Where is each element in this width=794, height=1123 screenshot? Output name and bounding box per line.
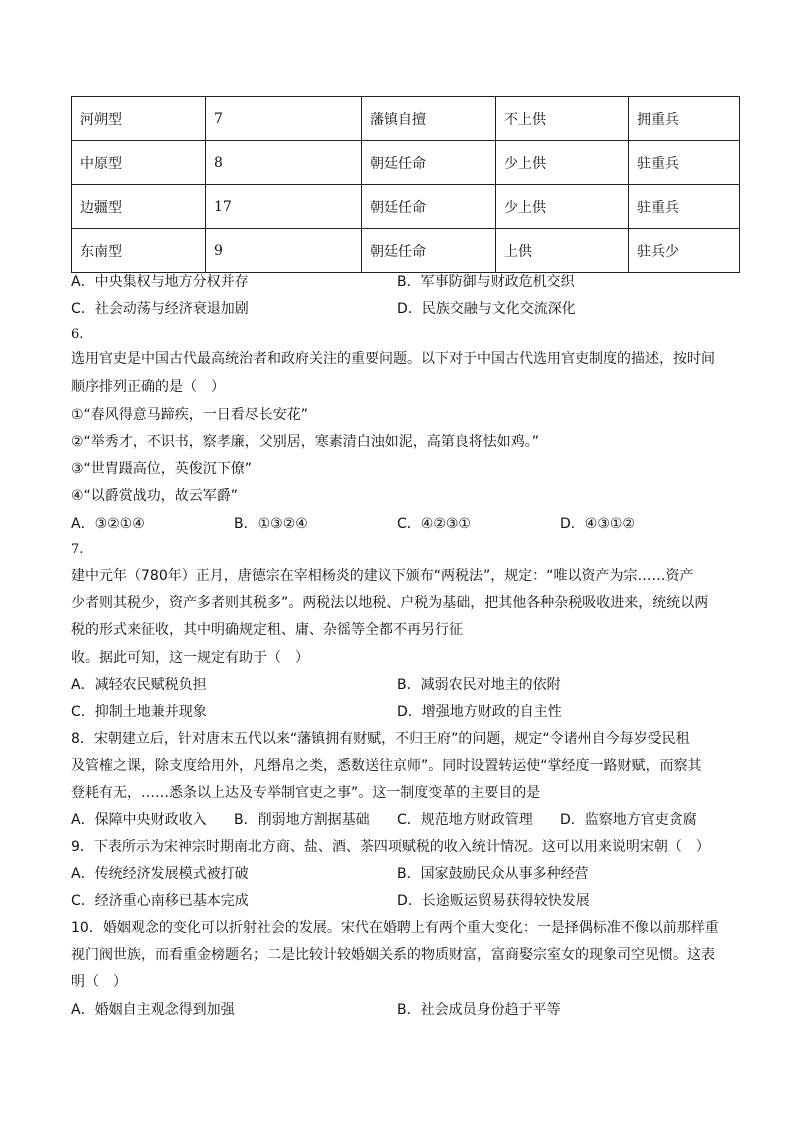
- q5-option-c: C．社会动荡与经济衰退加剧: [71, 301, 249, 317]
- q8-stem-line: 及管榷之课，除支度给用外，凡缗帛之类，悉数送往京师”。同时设置转运使“掌经度一路财赋，而察其: [71, 758, 702, 774]
- table-cell: 17: [206, 185, 362, 229]
- q9-option-b: B．国家鼓励民众从事多种经营: [397, 866, 589, 882]
- q7-stem-line: 收。据此可知，这一规定有助于（ ）: [71, 650, 309, 666]
- q6-stem-line: 选用官吏是中国古代最高统治者和政府关注的重要问题。以下对于中国古代选用官吏制度的描述，按时间: [71, 351, 715, 367]
- q6-option-a: A．③②①④: [71, 516, 145, 532]
- q6-option-c: C．④②③①: [397, 516, 471, 532]
- table-cell: 边疆型: [72, 185, 206, 229]
- q10-option-a: A．婚姻自主观念得到加强: [71, 1002, 235, 1018]
- q7-number: 7.: [71, 542, 84, 557]
- table-cell: 河朔型: [72, 97, 206, 141]
- table-cell: 驻兵少: [629, 229, 740, 273]
- table-cell: 驻重兵: [629, 141, 740, 185]
- q5-option-a: A．中央集权与地方分权并存: [71, 274, 249, 290]
- q6-item: ①“春风得意马蹄疾，一日看尽长安花”: [71, 407, 309, 423]
- q10-option-b: B．社会成员身份趋于平等: [397, 1002, 561, 1018]
- q8-option-d: D．监察地方官吏贪腐: [560, 812, 697, 828]
- q8-stem-line: 登耗有无，……悉条以上达及专举制官吏之事”。这一制度变革的主要目的是: [71, 785, 541, 801]
- q10-stem-line: 10．婚姻观念的变化可以折射社会的发展。宋代在婚聘上有两个重大变化：一是择偶标准不像以前那样重: [71, 920, 719, 936]
- table-cell: 少上供: [496, 185, 629, 229]
- q9-option-c: C．经济重心南移已基本完成: [71, 893, 249, 909]
- q9-option-a: A．传统经济发展模式被打破: [71, 866, 249, 882]
- table-cell: 7: [206, 97, 362, 141]
- q7-option-a: A．减轻农民赋税负担: [71, 677, 207, 693]
- q6-number: 6.: [71, 327, 84, 342]
- table-cell: 驻重兵: [629, 185, 740, 229]
- q8-option-a: A．保障中央财政收入: [71, 812, 207, 828]
- table-row: [72, 97, 740, 141]
- table-row: [72, 229, 740, 273]
- q7-stem-line: 建中元年（780年）正月，唐德宗在宰相杨炎的建议下颁布“两税法”，规定：“唯以资产为宗……资产: [71, 568, 694, 584]
- table-row: [72, 185, 740, 229]
- table-cell: 少上供: [496, 141, 629, 185]
- q8-option-c: C．规范地方财政管理: [397, 812, 533, 828]
- table-cell: 东南型: [72, 229, 206, 273]
- table-row: [72, 141, 740, 185]
- q7-option-b: B．减弱农民对地主的依附: [397, 677, 561, 693]
- table-cell: 中原型: [72, 141, 206, 185]
- governance-type-table: [71, 96, 740, 273]
- q7-stem-line: 少者则其税少，资产多者则其税多”。两税法以地税、户税为基础，把其他各种杂税吸收进来，统统以两: [71, 595, 709, 611]
- q7-option-d: D．增强地方财政的自主性: [397, 704, 562, 720]
- q5-option-b: B．军事防御与财政危机交织: [397, 274, 575, 290]
- table-cell: 朝廷任命: [362, 229, 496, 273]
- q5-option-d: D．民族交融与文化交流深化: [397, 301, 576, 317]
- table-cell: 朝廷任命: [362, 141, 496, 185]
- table-cell: 8: [206, 141, 362, 185]
- q8-stem-line: 8．宋朝建立后，针对唐末五代以来“藩镇拥有财赋，不归王府”的问题，规定“令诸州自今每岁受民租: [71, 731, 690, 747]
- q9-option-d: D．长途贩运贸易获得较快发展: [397, 893, 590, 909]
- q6-option-b: B．①③②④: [234, 516, 308, 532]
- table-cell: 朝廷任命: [362, 185, 496, 229]
- q6-item: ②“举秀才，不识书，察孝廉，父别居，寒素清白浊如泥，高第良将怯如鸡。”: [71, 434, 540, 450]
- table-cell: 不上供: [496, 97, 629, 141]
- table-cell: 拥重兵: [629, 97, 740, 141]
- q6-stem-line: 顺序排列正确的是（ ）: [71, 379, 225, 395]
- q9-stem-line: 9．下表所示为宋神宗时期南北方商、盐、酒、茶四项赋税的收入统计情况。这可以用来说明宋朝（ ）: [71, 839, 710, 855]
- q6-item: ④“以爵赏战功，故云军爵”: [71, 488, 239, 504]
- table-cell: 上供: [496, 229, 629, 273]
- q6-item: ③“世胄蹑高位，英俊沉下僚”: [71, 461, 253, 477]
- q7-stem-line: 税的形式来征收，其中明确规定租、庸、杂徭等全都不再另行征: [71, 622, 463, 638]
- q8-option-b: B．削弱地方割据基础: [234, 812, 370, 828]
- q7-option-c: C．抑制土地兼并现象: [71, 704, 207, 720]
- table-cell: 藩镇自擅: [362, 97, 496, 141]
- q10-stem-line: 明（ ）: [71, 974, 127, 990]
- table-cell: 9: [206, 229, 362, 273]
- q6-option-d: D．④③①②: [560, 516, 635, 532]
- q10-stem-line: 视门阀世族，而看重金榜题名；二是比较计较婚姻关系的物质财富，富商娶宗室女的现象司空见惯。这表: [71, 947, 715, 963]
